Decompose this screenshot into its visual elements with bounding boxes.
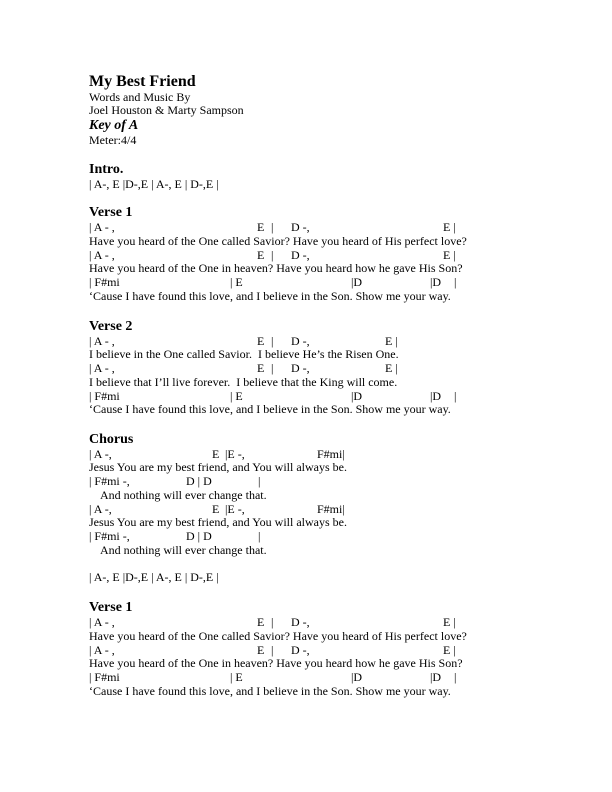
bar-line: | (258, 474, 261, 489)
chord: | E (230, 670, 243, 685)
chord: E (257, 220, 265, 235)
chord: | F#mi -, (89, 528, 130, 543)
chord-line (0, 335, 612, 349)
chord: E (257, 361, 265, 376)
lyric-line: Have you heard of the One called Savior? Have you heard of His perfect love? (89, 233, 467, 248)
chord: D | D (186, 528, 212, 543)
chord: | A - , (89, 333, 115, 348)
bar-line: | (271, 333, 274, 348)
chord: | A - , (89, 361, 115, 376)
chord: E | (443, 247, 456, 262)
lyric-line: ‘Cause I have found this love, and I believe in the Son. Show me your way. (89, 402, 451, 417)
chord: F#mi| (317, 446, 345, 461)
chord: D -, (291, 333, 310, 348)
chord: E (212, 446, 220, 461)
chord: |D (351, 670, 363, 685)
chord-line (0, 448, 612, 462)
chord: | A - , (89, 220, 115, 235)
bar-line: | (271, 247, 274, 262)
lyric-line: Have you heard of the One in heaven? Have you heard how he gave His Son? (89, 656, 463, 671)
chord-line (0, 276, 612, 290)
chord: | F#mi (89, 388, 120, 403)
chord: D -, (291, 247, 310, 262)
chord-line (0, 616, 612, 630)
chord-line (0, 221, 612, 235)
chord: D -, (291, 361, 310, 376)
credits-label: Words and Music By (89, 89, 191, 104)
bar-line: | (258, 528, 261, 543)
chord: E (257, 642, 265, 657)
lyric-line: I believe in the One called Savior. I believe He’s the Risen One. (89, 347, 399, 362)
chord: | F#mi (89, 670, 120, 685)
chord: D -, (291, 220, 310, 235)
section-verse-1-repeat (0, 600, 612, 698)
lyric-line: And nothing will ever change that. (100, 542, 267, 557)
section-heading: Verse 1 (89, 600, 133, 616)
chord-line (0, 644, 612, 658)
chord: | A -, (89, 446, 112, 461)
lyric-line: I believe that I’ll live forever. I believe that the King will come. (89, 374, 398, 389)
section-heading: Verse 1 (89, 205, 133, 221)
chord-line (0, 671, 612, 685)
blank-line (0, 557, 612, 571)
song-meter: Meter:4/4 (89, 132, 137, 147)
chord: E | (443, 642, 456, 657)
chord: |D (430, 275, 442, 290)
chord: | A - , (89, 247, 115, 262)
chord: E (257, 333, 265, 348)
lyric-line: ‘Cause I have found this love, and I believe in the Son. Show me your way. (89, 683, 451, 698)
song-key: Key of A (89, 117, 139, 133)
chord: | F#mi -, (89, 474, 130, 489)
lyric-line: ‘Cause I have found this love, and I believe in the Son. Show me your way. (89, 288, 451, 303)
chord: |D (351, 275, 363, 290)
chord: E | (385, 333, 398, 348)
lyric-line: And nothing will ever change that. (100, 487, 267, 502)
song-header (89, 73, 244, 148)
section-heading: Chorus (89, 431, 134, 447)
bar-line: | (271, 361, 274, 376)
chord: | E (230, 275, 243, 290)
chord: | A -, (89, 501, 112, 516)
chord: E | (443, 615, 456, 630)
chord-line: | A-, E |D-,E | A-, E | D-,E | (89, 177, 219, 192)
chord: | A - , (89, 642, 115, 657)
interlude-chord-line: | A-, E |D-,E | A-, E | D-,E | (89, 569, 219, 584)
chord: E (257, 247, 265, 262)
song-title: My Best Friend (89, 72, 196, 90)
section-heading: Verse 2 (89, 318, 133, 334)
chord: |D (430, 388, 442, 403)
bar-line: | (271, 220, 274, 235)
chord: E (257, 615, 265, 630)
chord: F#mi| (317, 501, 345, 516)
chord: | A - , (89, 615, 115, 630)
lyric-line: Jesus You are my best friend, and You will always be. (89, 460, 347, 475)
lyric-line: Have you heard of the One called Savior? Have you heard of His perfect love? (89, 628, 467, 643)
chord: D -, (291, 615, 310, 630)
section-verse-2 (0, 319, 612, 417)
section-chorus (0, 432, 612, 585)
chord-line (0, 249, 612, 263)
chord: |E -, (225, 501, 245, 516)
chord-line (0, 503, 612, 517)
section-intro (0, 162, 612, 192)
chord-line (0, 390, 612, 404)
chord-line (0, 530, 612, 544)
section-heading: Intro. (89, 162, 124, 178)
chord-line (0, 362, 612, 376)
chord-line (0, 475, 612, 489)
chord: E | (385, 361, 398, 376)
chord: D -, (291, 642, 310, 657)
chord: |E -, (225, 446, 245, 461)
chord: |D (430, 670, 442, 685)
credits-authors: Joel Houston & Marty Sampson (89, 103, 244, 118)
bar-line: | (271, 642, 274, 657)
chord: E (212, 501, 220, 516)
bar-line: | (454, 670, 457, 685)
chord: | F#mi (89, 275, 120, 290)
chord: | E (230, 388, 243, 403)
lyric-line: Have you heard of the One in heaven? Have you heard how he gave His Son? (89, 261, 463, 276)
bar-line: | (271, 615, 274, 630)
chord: |D (351, 388, 363, 403)
chord: D | D (186, 474, 212, 489)
bar-line: | (454, 388, 457, 403)
bar-line: | (454, 275, 457, 290)
lyric-line: Jesus You are my best friend, and You will always be. (89, 515, 347, 530)
chord: E | (443, 220, 456, 235)
section-verse-1 (0, 205, 612, 303)
